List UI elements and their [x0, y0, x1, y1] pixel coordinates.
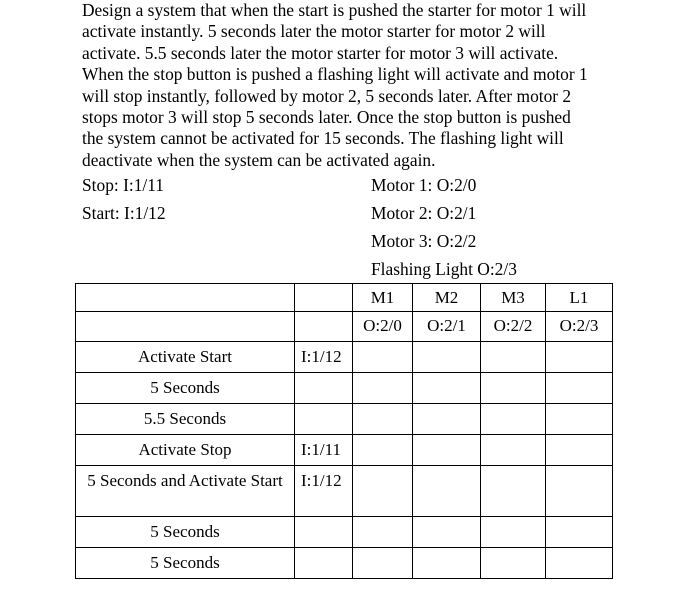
state-cell[interactable]	[481, 373, 546, 404]
state-cell[interactable]	[481, 435, 546, 466]
state-cell[interactable]	[353, 373, 413, 404]
input-cell: I:1/12	[295, 466, 353, 517]
input-cell	[295, 517, 353, 548]
problem-line: stops motor 3 will stop 5 seconds later. Once the stop button is pushed	[82, 107, 571, 128]
state-cell[interactable]	[413, 548, 481, 579]
io-flashing-light: Flashing Light O:2/3	[371, 259, 517, 279]
input-cell	[295, 404, 353, 435]
problem-line: the system cannot be activated for 15 seconds. The flashing light will	[82, 128, 564, 149]
state-cell[interactable]	[413, 342, 481, 373]
problem-line: activate. 5.5 seconds later the motor starter for motor 3 will activate.	[82, 42, 559, 63]
state-cell[interactable]	[353, 342, 413, 373]
event-cell: 5 Seconds	[76, 373, 295, 404]
io-stop: Stop: I:1/11	[82, 175, 164, 195]
event-cell: 5 Seconds	[76, 517, 295, 548]
input-cell: I:1/12	[295, 342, 353, 373]
problem-statement	[82, 0, 622, 171]
state-cell[interactable]	[353, 466, 413, 517]
io-motor-1: Motor 1: O:2/0	[371, 175, 477, 195]
event-cell: Activate Stop	[76, 435, 295, 466]
address-empty-cell	[76, 312, 295, 342]
state-cell[interactable]	[546, 435, 613, 466]
problem-line: deactivate when the system can be activated again.	[82, 149, 436, 170]
timing-table	[75, 283, 613, 579]
io-motor-2: Motor 2: O:2/1	[371, 203, 477, 223]
table-header-row	[76, 284, 613, 312]
state-cell[interactable]	[481, 466, 546, 517]
state-cell[interactable]	[413, 404, 481, 435]
state-cell[interactable]	[353, 548, 413, 579]
problem-line: When the stop button is pushed a flashing light will activate and motor 1	[82, 64, 588, 85]
state-cell[interactable]	[546, 517, 613, 548]
address-m2: O:2/1	[413, 312, 481, 342]
state-cell[interactable]	[353, 404, 413, 435]
table-address-row	[76, 312, 613, 342]
table-row	[76, 342, 613, 373]
state-cell[interactable]	[353, 517, 413, 548]
problem-line: Design a system that when the start is pushed the starter for motor 1 will	[82, 0, 587, 20]
table-row	[76, 435, 613, 466]
header-m3: M3	[481, 284, 546, 312]
state-cell[interactable]	[481, 404, 546, 435]
table-row	[76, 517, 613, 548]
state-cell[interactable]	[413, 466, 481, 517]
input-cell	[295, 373, 353, 404]
state-cell[interactable]	[413, 435, 481, 466]
table-row	[76, 404, 613, 435]
state-cell[interactable]	[353, 435, 413, 466]
header-m2: M2	[413, 284, 481, 312]
input-cell	[295, 548, 353, 579]
event-cell: 5 Seconds	[76, 548, 295, 579]
problem-line: will stop instantly, followed by motor 2, 5 seconds later. After motor 2	[82, 85, 572, 106]
address-l1: O:2/3	[546, 312, 613, 342]
state-cell[interactable]	[413, 517, 481, 548]
table-row	[76, 466, 613, 517]
address-m1: O:2/0	[353, 312, 413, 342]
table-row	[76, 373, 613, 404]
state-cell[interactable]	[481, 342, 546, 373]
state-cell[interactable]	[413, 373, 481, 404]
event-cell: Activate Start	[76, 342, 295, 373]
io-start: Start: I:1/12	[82, 203, 166, 223]
state-cell[interactable]	[546, 373, 613, 404]
state-cell[interactable]	[546, 404, 613, 435]
header-empty-cell	[295, 284, 353, 312]
event-cell: 5.5 Seconds	[76, 404, 295, 435]
address-m3: O:2/2	[481, 312, 546, 342]
header-m1: M1	[353, 284, 413, 312]
event-cell: 5 Seconds and Activate Start	[76, 466, 295, 517]
input-cell: I:1/11	[295, 435, 353, 466]
state-cell[interactable]	[546, 548, 613, 579]
state-cell[interactable]	[481, 548, 546, 579]
address-empty-cell	[295, 312, 353, 342]
header-empty-cell	[76, 284, 295, 312]
problem-line: activate instantly. 5 seconds later the motor starter for motor 2 will	[82, 21, 546, 42]
table-row	[76, 548, 613, 579]
state-cell[interactable]	[546, 466, 613, 517]
header-l1: L1	[546, 284, 613, 312]
state-cell[interactable]	[546, 342, 613, 373]
io-motor-3: Motor 3: O:2/2	[371, 231, 477, 251]
state-cell[interactable]	[481, 517, 546, 548]
